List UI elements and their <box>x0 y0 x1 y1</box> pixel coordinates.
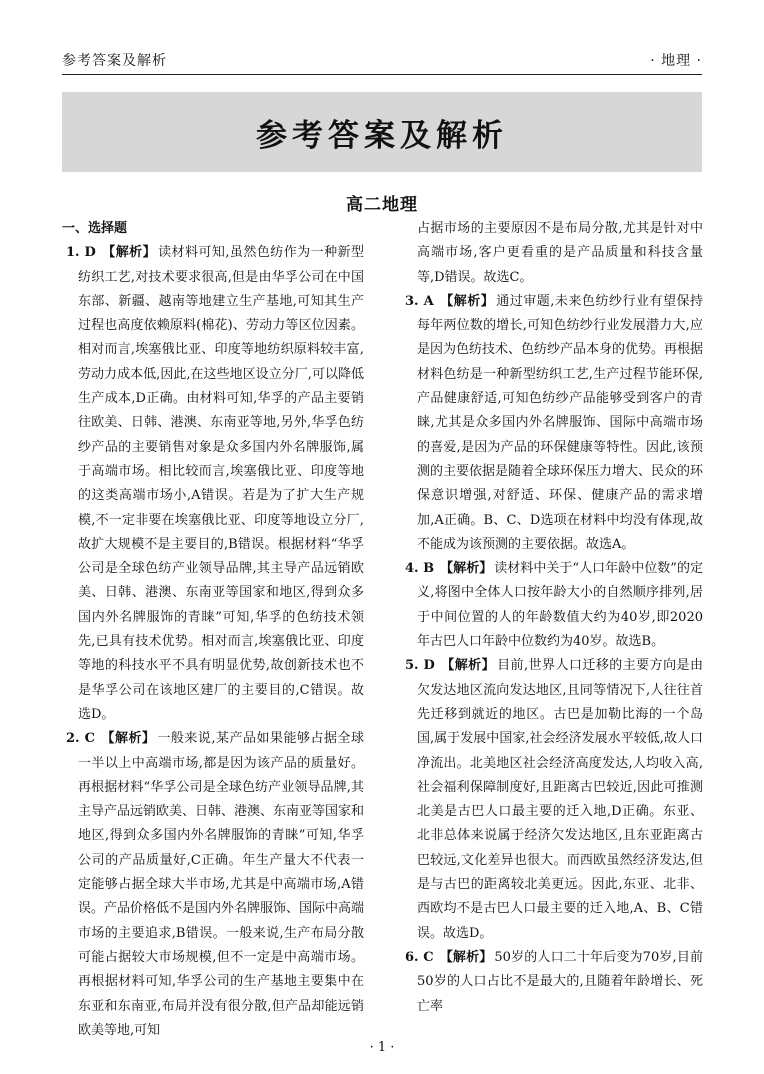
analysis-text: 50岁的人口二十年后变为70岁,目前50岁的人口占比不是最大的,且随着年龄增长、死亡率 <box>417 949 703 1014</box>
analysis-tag: 【解析】 <box>439 949 493 965</box>
answer-number: 4. B <box>405 561 435 577</box>
title-banner <box>62 92 702 172</box>
answer-number: 2. C <box>66 731 95 747</box>
page-number: · 1 · <box>369 1040 395 1055</box>
answer-item-1 <box>62 241 364 727</box>
analysis-text: 一般来说,某产品如果能够占据全球一半以上中高端市场,都是因为该产品的质量好。再根据材料“华孚公司是全球色纺产业领导品牌,其主导产品远销欧美、日韩、港澳、东南亚等国家和地区,得到众多国内外名牌服饰的青睐”可知,华孚公司的产品质量好,C正确。年生产量大不代表一定能够占据全球大半市场,尤其是中高端市场,A错误。产品价格低不是国内外名牌服饰、国际中高端市场的主要追求,B错误。一般来说,生产布局分散可能占据较大市场规模,但不一定是中高端市场。再根据材料可知,华孚公司的生产基地主要集中在东亚和东南亚,布局并没有很分散,但产品却能远销欧美等地,可知 <box>78 731 365 1038</box>
banner-title: 参考答案及解析 <box>256 118 508 154</box>
answer-item-2 <box>62 727 364 1043</box>
continued-text: 占据市场的主要原因不是布局分散,尤其是针对中高端市场,客户更看重的是产品质量和科技含量等,D错误。故选C。 <box>417 221 703 285</box>
analysis-tag: 【解析】 <box>439 293 495 309</box>
analysis-text: 读材料可知,虽然色纺作为一种新型纺织工艺,对技术要求很高,但是由华孚公司在中国东部、新疆、越南等地建立生产基地,可知其生产过程也高度依赖原料(棉花)、劳动力等区位因素。相对而言,埃塞俄比亚、印度等地纺织原料较丰富,劳动力成本低,因此,在这些地区设立分厂,可以降低生产成本,D正确。由材料可知,华孚的产品主要销往欧美、日韩、港澳、东南亚等地,另外,华孚色纺纱产品的主要销售对象是众多国内外名牌服饰,属于高端市场。相比较而言,埃塞俄比亚、印度等地的这类高端市场小,A错误。若是为了扩大生产规模,不一定非要在埃塞俄比亚、印度等地设立分厂,故扩大规模不是主要目的,B错误。根据材料“华孚公司是全球色纺产业领导品牌,其主导产品远销欧美、日韩、港澳、东南亚等国家和地区,得到众多国内外名牌服饰的青睐”可知,华孚的色纺技术领先,已具有技术优势。相对而言,埃塞俄比亚、印度等地的科技水平不具有明显优势,故创新技术也不是华孚公司在该地区建厂的主要目的,C错误。故选D。 <box>78 245 364 722</box>
answer-item-5 <box>401 654 703 946</box>
running-header <box>62 40 702 75</box>
analysis-tag: 【解析】 <box>440 561 493 577</box>
left-column <box>62 217 364 1043</box>
answer-number: 6. C <box>405 949 434 965</box>
analysis-text: 通过审题,未来色纺纱行业有望保持每年两位数的增长,可知色纺纱行业发展潜力大,应是因为色纺技术、色纺纱产品本身的优势。再根据材料色纺是一种新型纺织工艺,生产过程节能环保,产品健康舒适,可知色纺纱产品能够受到客户的青睐,尤其是众多国内外名牌服饰、国际中高端市场的喜爱,是因为产品的环保健康等特性。因此,该预测的主要依据是随着全球环保压力增大、民众的环保意识增强,对舒适、环保、健康产品的需求增加,A正确。B、C、D选项在材料中均没有体现,故不能成为该预测的主要依据。故选A。 <box>417 293 704 552</box>
answer-number: 1. D <box>66 245 96 261</box>
section-heading: 一、选择题 <box>62 221 128 236</box>
header-subject: · 地理 · <box>650 53 702 69</box>
answer-item-3 <box>401 290 703 557</box>
header-left-title: 参考答案及解析 <box>62 53 167 69</box>
right-column <box>401 217 703 1019</box>
answer-item-4 <box>401 557 703 654</box>
answer-number: 3. A <box>405 293 434 309</box>
analysis-tag: 【解析】 <box>101 245 157 261</box>
analysis-tag: 【解析】 <box>100 731 156 747</box>
analysis-text: 目前,世界人口迁移的主要方向是由欠发达地区流向发达地区,且同等情况下,人往往首先迁移到就近的地区。古巴是加勒比海的一个岛国,属于发展中国家,社会经济发展水平较低,故人口净流出。北美地区社会经济高度发达,人均收入高,社会福利保障制度好,且距离古巴较近,因此可推测北美是古巴人口最主要的迁入地,D正确。东亚、北非总体来说属于经济欠发达地区,且东亚距离古巴较远,文化差异也很大。而西欧虽然经济发达,但是与古巴的距离较北美更远。因此,东亚、北非、西欧均不是古巴人口最主要的迁入地,A、B、C错误。故选D。 <box>417 658 703 941</box>
analysis-text: 读材料中关于“人口年龄中位数”的定义,将图中全体人口按年龄大小的自然顺序排列,居于中间位置的人的年龄数值大约为40岁,即2020年古巴人口年龄中位数约为40岁。故选B。 <box>417 561 703 650</box>
analysis-tag: 【解析】 <box>440 658 496 674</box>
page-subtitle: 高二地理 <box>346 195 418 215</box>
answer-number: 5. D <box>405 658 435 674</box>
answer-item-6 <box>401 946 703 1019</box>
